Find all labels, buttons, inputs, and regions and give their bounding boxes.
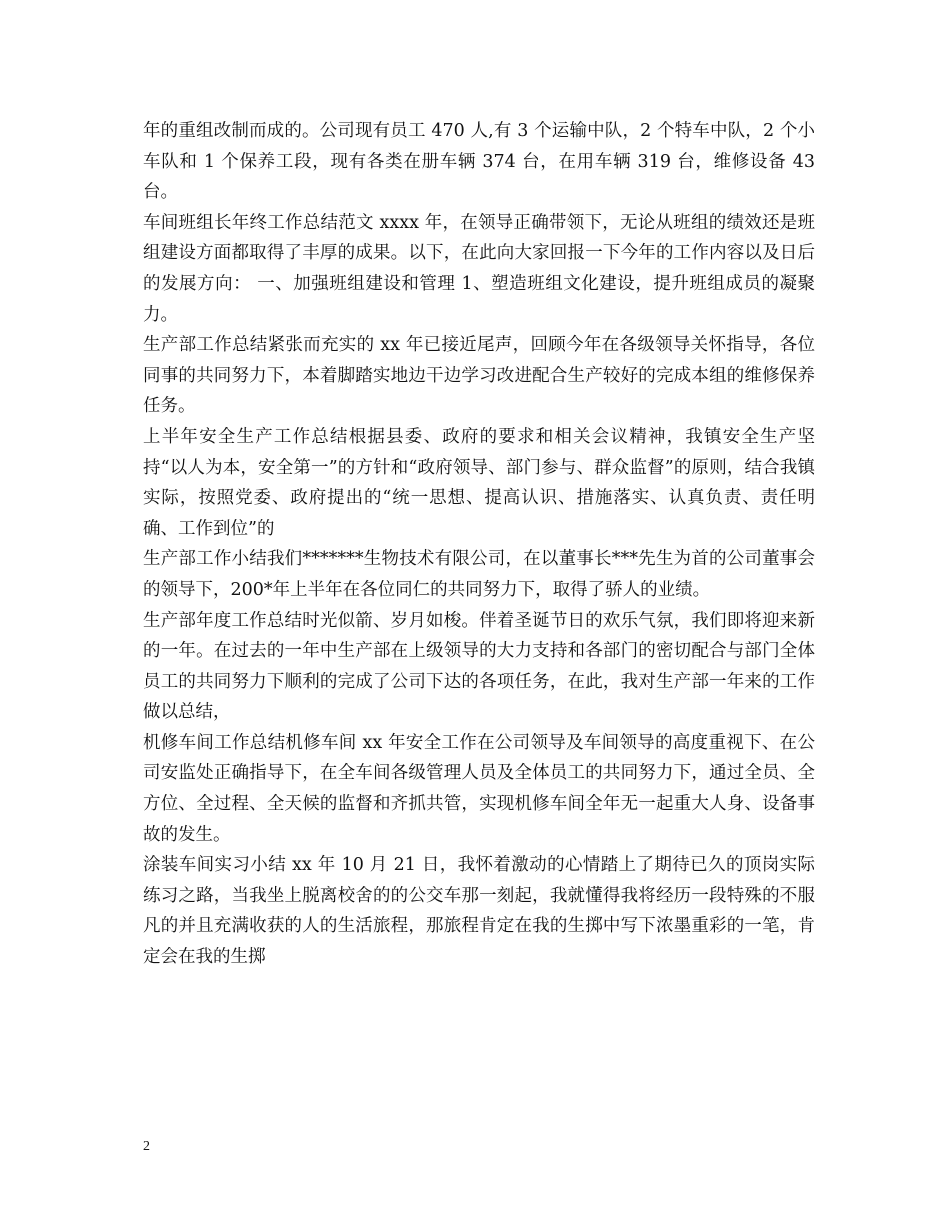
page-number: 2 [143,1139,150,1154]
paragraph-production-brief: 生产部工作小结我们*******生物技术有限公司，在以董事长***先生为首的公司董事会的领导下，200*年上半年在各位同仁的共同努力下，取得了骄人的业绩。 [143,549,815,600]
paragraph-safety-summary: 上半年安全生产工作总结根据县委、政府的要求和相关会议精神，我镇安全生产坚持“以人为本，安全第一”的方针和“政府领导、部门参与、群众监督”的原则，结合我镇实际，按照党委、政府提出的“统一思想、提高认识、措施落实、认真负责、责任明确、工作到位”的 [143,426,815,539]
paragraph-team-leader-summary: 车间班组长年终工作总结范文 xxxx 年，在领导正确带领下，无论从班组的绩效还是班组建设方面都取得了丰厚的成果。以下，在此向大家回报一下今年的工作内容以及日后的发展方向： 一、加强班组建设和管理 1、塑造班组文化建设，提升班组成员的凝聚力。 [143,212,815,325]
paragraph-company-intro: 年的重组改制而成的。公司现有员工 470 人,有 3 个运输中队，2 个特车中队，2 个小车队和 1 个保养工段，现有各类在册车辆 374 台，在用车辆 319 台，维修设备 43 台。 [143,121,815,203]
paragraph-production-summary: 生产部工作总结紧张而充实的 xx 年已接近尾声，回顾今年在各级领导关怀指导，各位同事的共同努力下，本着脚踏实地边干边学习改进配合生产较好的完成本组的维修保养任务。 [143,335,815,417]
paragraph-internship-summary: 涂装车间实习小结 xx 年 10 月 21 日，我怀着激动的心情踏上了期待已久的顶岗实际练习之路，当我坐上脱离校舍的的公交车那一刻起，我就懂得我将经历一段特殊的不服凡的并且充满收获的人的生活旅程，那旅程肯定在我的生掷中写下浓墨重彩的一笔，肯定会在我的生掷 [143,855,815,968]
paragraph-annual-summary: 生产部年度工作总结时光似箭、岁月如梭。伴着圣诞节日的欢乐气氛，我们即将迎来新的一年。在过去的一年中生产部在上级领导的大力支持和各部门的密切配合与部门全体员工的共同努力下顺利的完成了公司下达的各项任务，在此，我对生产部一年来的工作做以总结， [143,610,815,723]
paragraph-maintenance-summary: 机修车间工作总结机修车间 xx 年安全工作在公司领导及车间领导的高度重视下、在公司安监处正确指导下，在全车间各级管理人员及全体员工的共同努力下，通过全员、全方位、全过程、全天候的监督和齐抓共管，实现机修车间全年无一起重大人身、设备事故的发生。 [143,732,815,845]
document-body [143,116,815,973]
